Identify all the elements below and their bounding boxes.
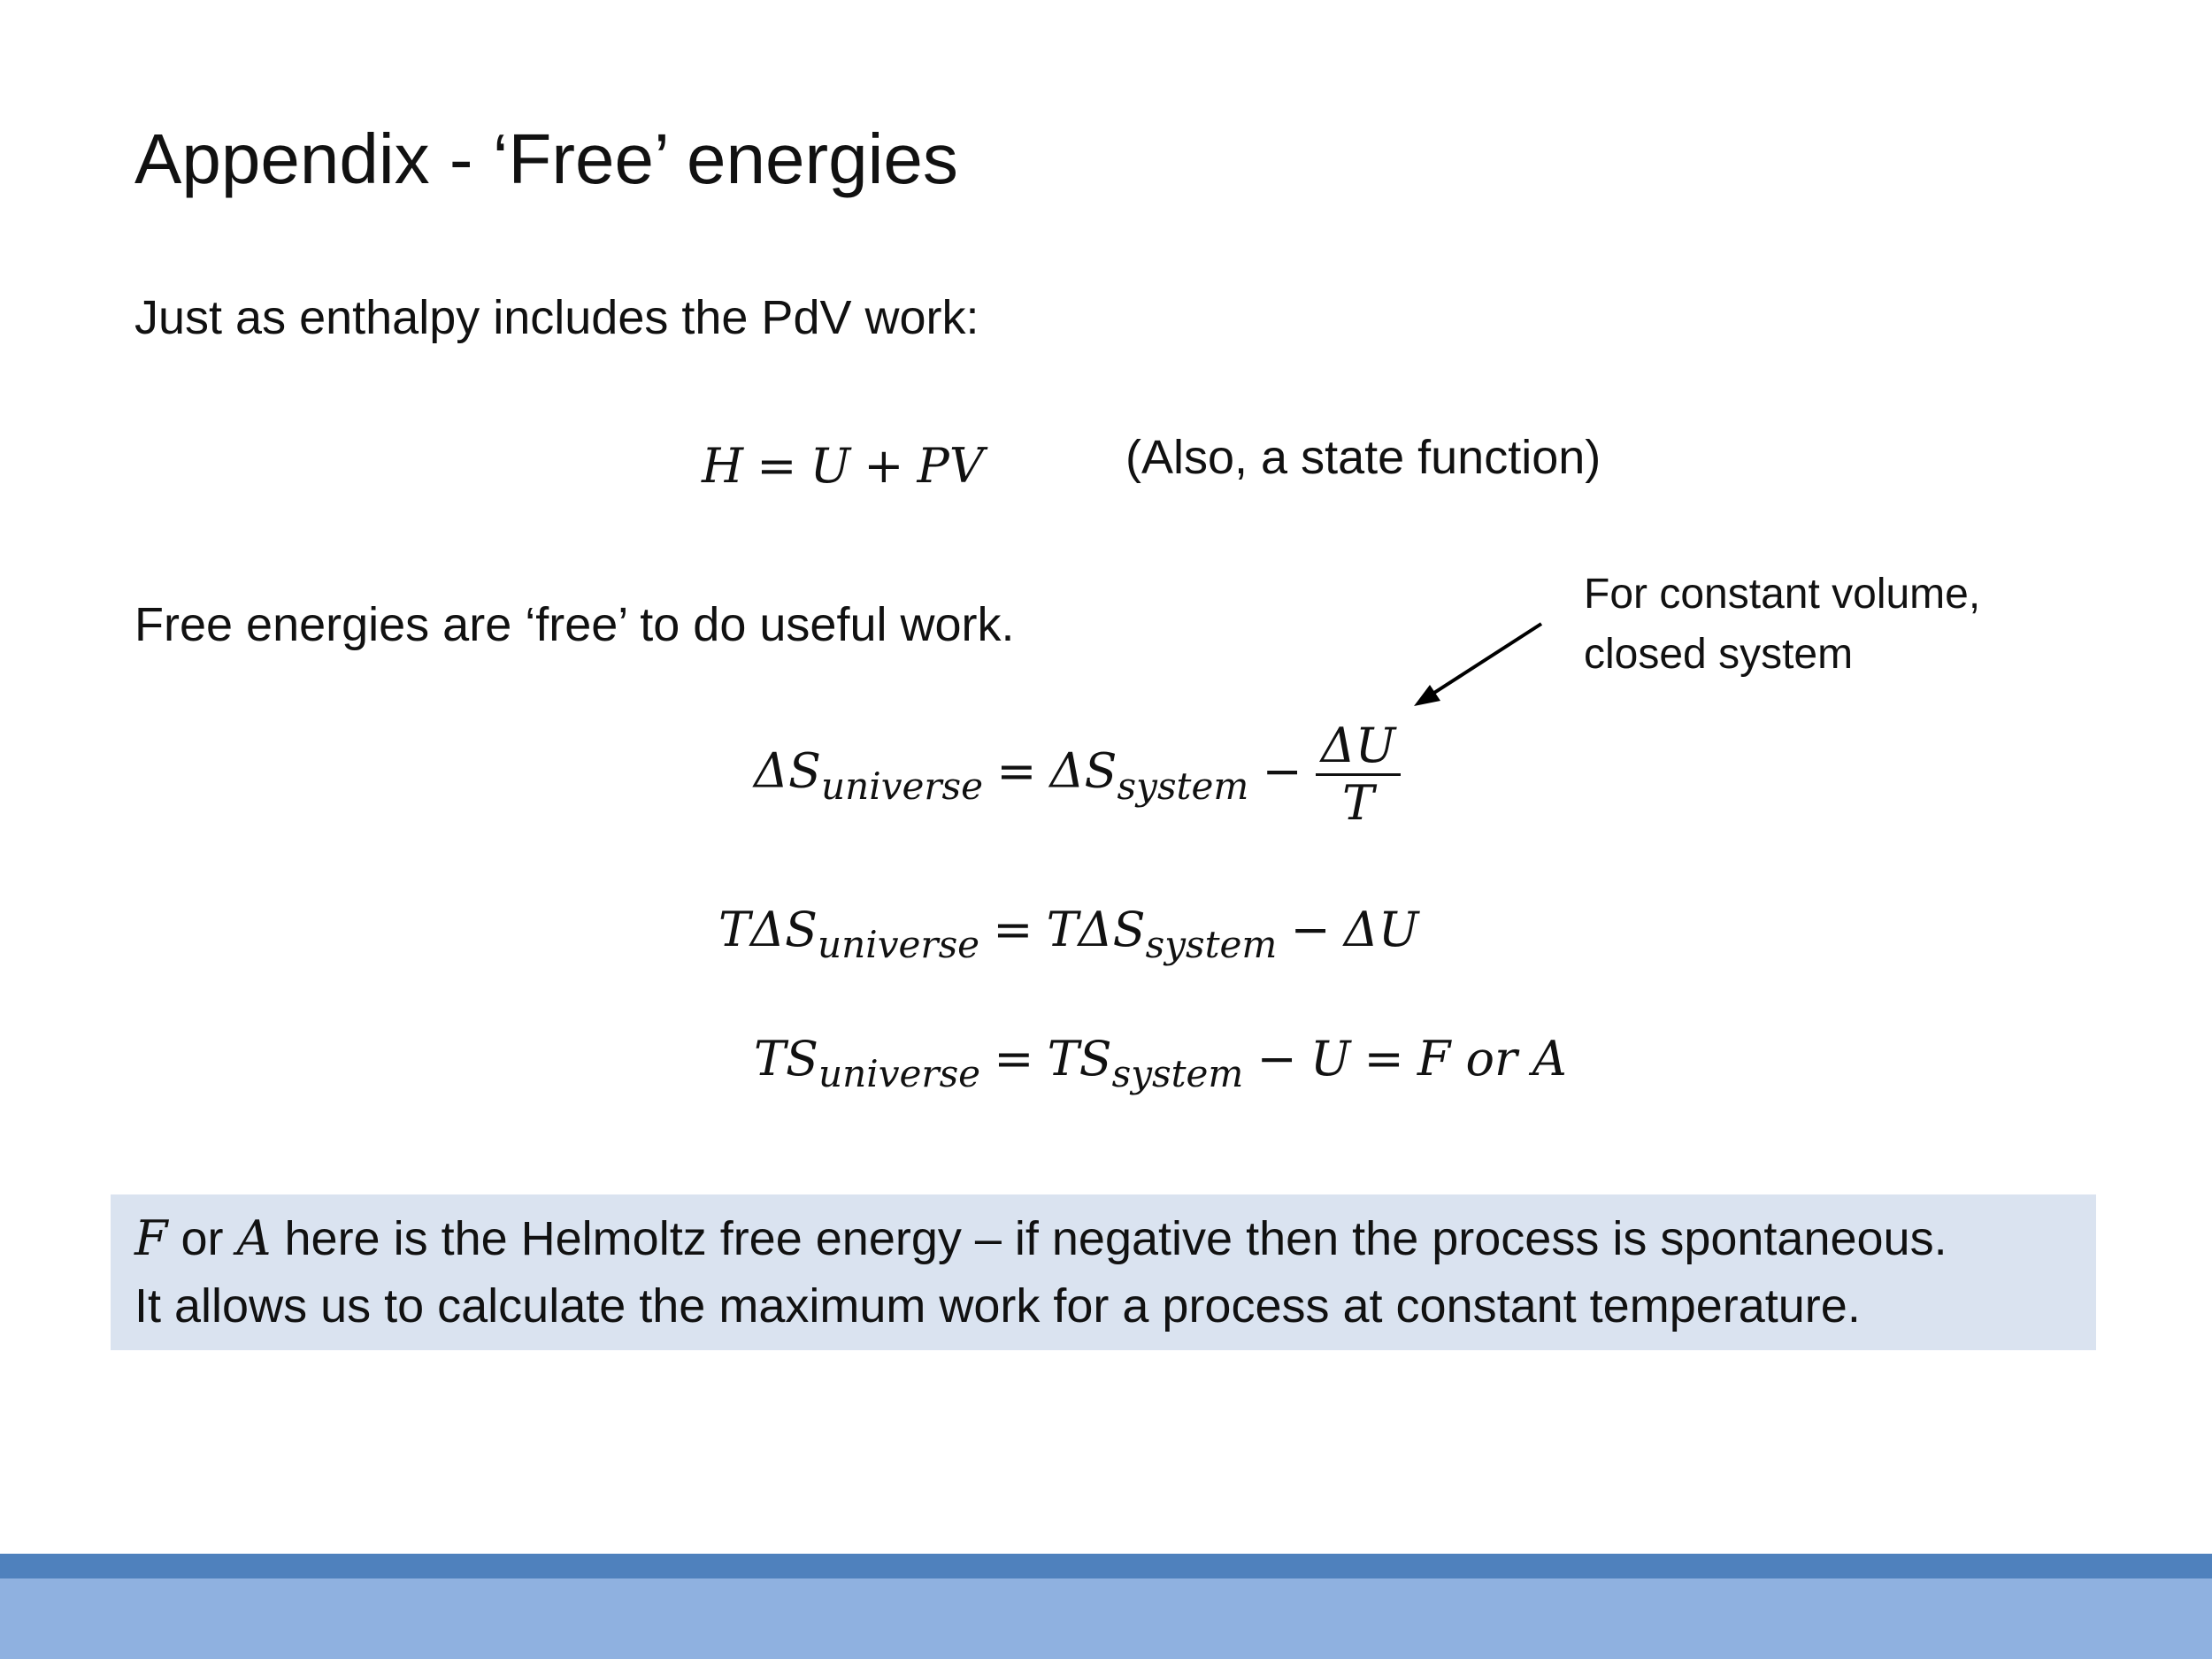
callout-line-1 <box>134 1210 1947 1266</box>
eq2-minus: − <box>1290 902 1331 957</box>
eq3-rhs: TS <box>1047 1031 1112 1087</box>
eq2-rhs: TΔS <box>1046 902 1146 957</box>
enthalpy-term-pv: PV <box>917 438 984 494</box>
eq2-lhs: TΔS <box>718 902 818 957</box>
eq1-minus: − <box>1262 742 1302 799</box>
eq2-lhs-subscript: universe <box>818 923 980 967</box>
eq3-lhs: TS <box>754 1031 819 1087</box>
callout-var-f: F <box>134 1210 168 1266</box>
footer-band-dark <box>0 1554 2212 1578</box>
equals-sign: = <box>757 438 797 494</box>
eq2-rhs-subscript: system <box>1145 923 1278 967</box>
enthalpy-note: (Also, a state function) <box>1125 431 1601 484</box>
eq3-equals: = <box>994 1031 1034 1087</box>
annotation-line-2: closed system <box>1584 631 1854 678</box>
callout-or: or <box>167 1212 237 1265</box>
enthalpy-lhs: H <box>702 438 744 494</box>
callout-line-1-text: here is the Helmoltz free energy – if negative then the process is spontaneous. <box>271 1212 1947 1265</box>
eq3-result: F or A <box>1417 1031 1567 1087</box>
eq1-lhs-subscript: universe <box>821 764 984 809</box>
eq2-rhs-term: ΔU <box>1343 902 1419 957</box>
equation-entropy-change <box>754 718 1401 831</box>
equation-temperature-entropy-change <box>718 902 1419 967</box>
slide-title: Appendix - ‘Free’ energies <box>134 119 958 198</box>
fraction-numerator: ΔU <box>1320 718 1396 773</box>
annotation-note <box>1584 565 1980 685</box>
eq3-equals-2: = <box>1363 1031 1404 1087</box>
eq1-rhs: ΔS <box>1049 742 1118 799</box>
eq1-lhs: ΔS <box>754 742 821 799</box>
eq3-lhs-subscript: universe <box>818 1052 981 1096</box>
equation-free-energy <box>754 1031 1567 1096</box>
plus-sign: + <box>864 438 904 494</box>
free-energy-text: Free energies are ‘free’ to do useful work. <box>134 598 1015 651</box>
eq1-fraction <box>1316 718 1402 831</box>
annotation-arrow-icon <box>1398 611 1557 717</box>
footer-band-light <box>0 1578 2212 1659</box>
annotation-line-1: For constant volume, <box>1584 571 1981 618</box>
eq3-minus: − <box>1256 1031 1297 1087</box>
callout-line-2: It allows us to calculate the maximum work for a process at constant temperature. <box>134 1279 1861 1333</box>
intro-text: Just as enthalpy includes the PdV work: <box>134 291 979 344</box>
eq1-equals: = <box>996 742 1037 799</box>
callout-var-a: A <box>236 1210 272 1266</box>
eq1-rhs-subscript: system <box>1117 764 1249 809</box>
enthalpy-term-u: U <box>810 438 851 494</box>
eq3-rhs-term: U <box>1310 1031 1351 1087</box>
eq2-equals: = <box>993 902 1033 957</box>
eq3-rhs-subscript: system <box>1111 1052 1244 1096</box>
fraction-denominator: T <box>1342 775 1375 832</box>
enthalpy-equation <box>702 438 984 494</box>
